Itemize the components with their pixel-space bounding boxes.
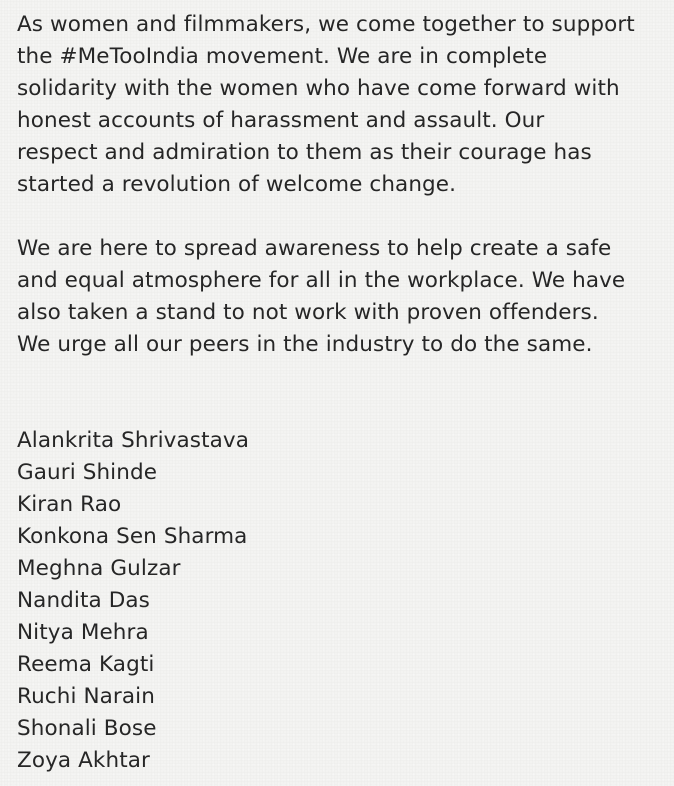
signatory-name: Gauri Shinde: [17, 460, 158, 485]
signatory-name: Meghna Gulzar: [17, 556, 181, 581]
paragraph-line: As women and filmmakers, we come together to support: [17, 12, 635, 37]
statement-paragraph-2: [17, 233, 667, 361]
signatory-name: Nitya Mehra: [17, 620, 149, 645]
paragraph-line: also taken a stand to not work with proven offenders.: [17, 300, 599, 325]
signatory-name: Nandita Das: [17, 588, 150, 613]
signatory-name: Alankrita Shrivastava: [17, 428, 249, 453]
paragraph-line: and equal atmosphere for all in the workplace. We have: [17, 268, 626, 293]
signatory-name: Konkona Sen Sharma: [17, 524, 248, 549]
paragraph-spacer: [17, 201, 667, 233]
signatory-list: [17, 425, 667, 777]
paragraph-line: We urge all our peers in the industry to do the same.: [17, 332, 593, 357]
paragraph-line: the #MeTooIndia movement. We are in complete: [17, 44, 548, 69]
paragraph-line: solidarity with the women who have come forward with: [17, 76, 620, 101]
signature-spacer: [17, 361, 667, 425]
paragraph-line: respect and admiration to them as their courage has: [17, 140, 592, 165]
signatory-name: Zoya Akhtar: [17, 748, 150, 773]
paragraph-line: honest accounts of harassment and assault. Our: [17, 108, 545, 133]
signatory-name: Shonali Bose: [17, 716, 157, 741]
paragraph-line: We are here to spread awareness to help create a safe: [17, 236, 612, 261]
statement-note: [17, 9, 667, 777]
signatory-name: Ruchi Narain: [17, 684, 155, 709]
signatory-name: Reema Kagti: [17, 652, 155, 677]
paragraph-line: started a revolution of welcome change.: [17, 172, 457, 197]
signatory-name: Kiran Rao: [17, 492, 122, 517]
statement-paragraph-1: [17, 9, 667, 201]
